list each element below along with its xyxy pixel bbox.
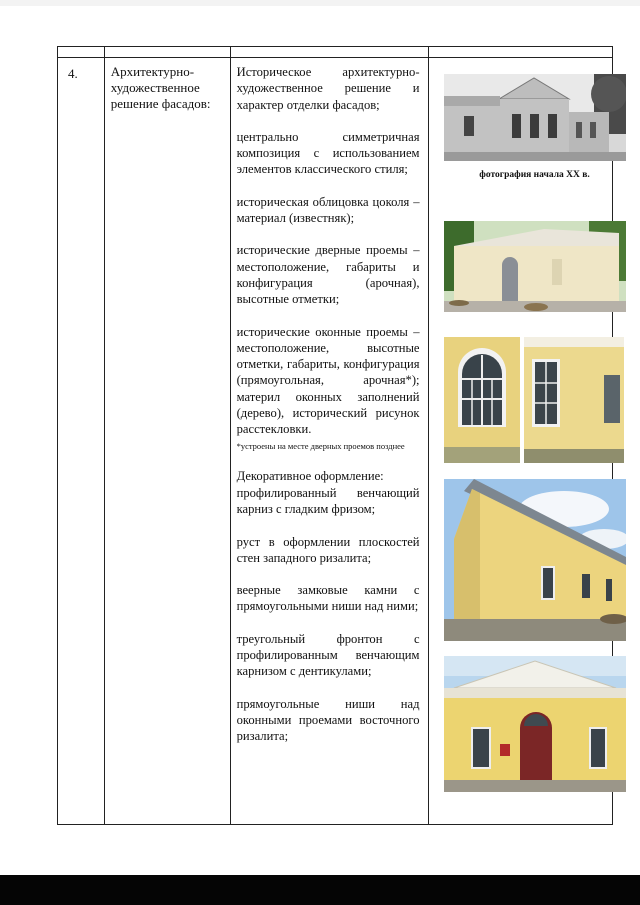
facade-photo-portico (444, 656, 626, 792)
photo-caption: фотография начала XX в. (479, 170, 590, 180)
row-number: 4. (58, 58, 105, 825)
photos-cell (428, 58, 612, 825)
table-header-row (58, 47, 613, 58)
page-top-edge (0, 0, 640, 6)
heritage-table (57, 46, 613, 825)
row-title: Архитектурно-художественное решение фасадов: (104, 58, 230, 825)
facade-photo-door (444, 221, 626, 312)
scan-border (0, 875, 640, 905)
description-item: прямоугольные ниши над оконными проемами восточного ризалита; (236, 696, 420, 744)
historic-photo (444, 74, 626, 161)
facade-photo-corner (444, 479, 626, 641)
table-row (58, 58, 613, 825)
description-item: центрально симметричная композиция с использованием элементов классического стиля; (236, 129, 420, 177)
description-item: историческая облицовка цоколя – материал (известняк); (236, 194, 420, 226)
description-heading: Декоративное оформление: (236, 468, 384, 483)
window-photo-rect (524, 337, 624, 463)
window-photo-arched (444, 337, 520, 463)
description-item: Историческое архитектурно-художественное решение и характер отделки фасадов; (236, 65, 420, 112)
description-item: исторические дверные проемы – местоположение, габариты и конфигурация (арочная), высотные отметки; (236, 243, 420, 307)
footnote: *устроены на месте дверных проемов позднее (236, 440, 405, 451)
row-description (230, 58, 428, 825)
description-item: треугольный фронтон с профилированным венчающим карнизом с дентикулами; (236, 631, 420, 679)
description-item: исторические оконные проемы – местоположение, высотные отметки, габариты, конфигурация (прямоугольная, арочная*); материл оконных заполнений (дерево), исторический рисунок расстекловки. (236, 324, 420, 437)
description-item: веерные замковые камни с прямоугольными ниши над ними; (236, 583, 420, 614)
description-item: профилированный венчающий карниз с гладким фризом; (236, 485, 420, 517)
description-item: руст в оформлении плоскостей стен западного ризалита; (236, 534, 420, 565)
